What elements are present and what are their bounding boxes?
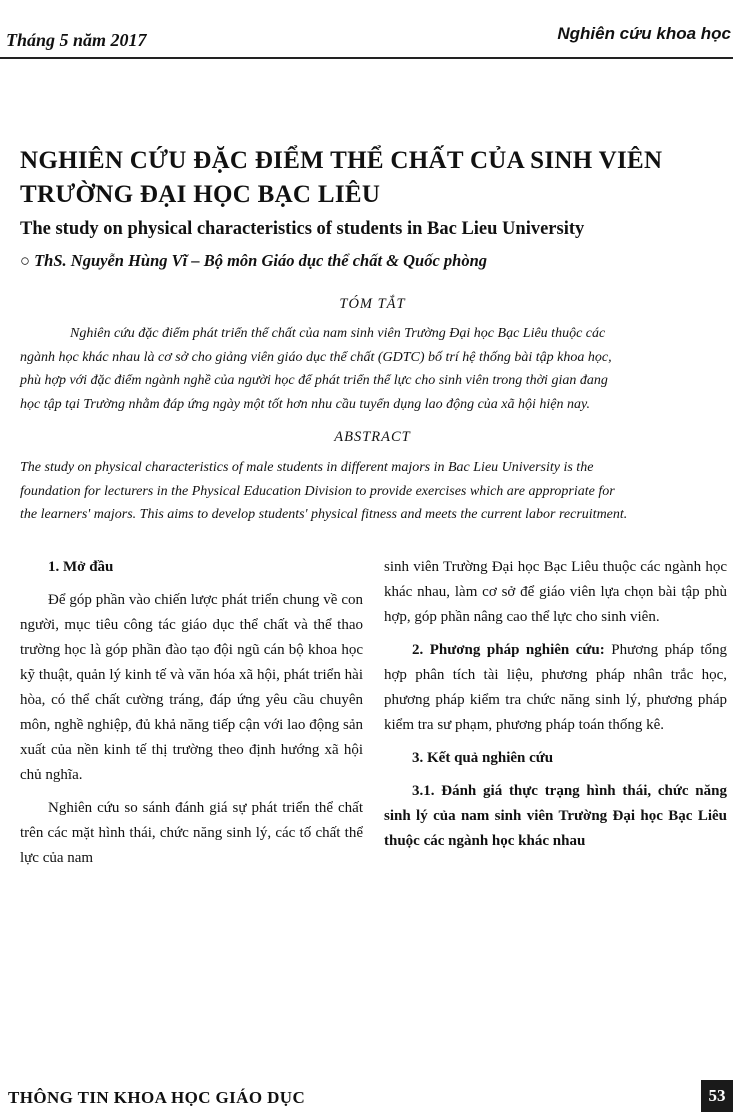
section-2-paragraph (384, 638, 727, 738)
header-divider (0, 57, 733, 59)
article-title (20, 144, 720, 212)
section-3-heading: 3. Kết quả nghiên cứu (412, 750, 554, 766)
left-column (20, 555, 363, 871)
summary-line: ngành học khác nhau là cơ sở cho giảng viên giáo dục thể chất (GDTC) bố trí hệ thống bài tập khoa học, (20, 349, 612, 365)
issue-date: Tháng 5 năm 2017 (6, 30, 147, 50)
abstract-heading: ABSTRACT (334, 429, 411, 445)
journal-name: THÔNG TIN KHOA HỌC GIÁO DỤC (8, 1088, 306, 1107)
section-2-text: Phương pháp tổng hợp phân tích tài liệu, phương pháp nhân trắc học, phương pháp kiểm tra chức năng sinh lý, phương pháp kiểm tra sư phạm, phương pháp toán thống kê. (384, 642, 728, 733)
section-2-heading: 2. Phương pháp nghiên cứu: (412, 642, 605, 658)
section-name: Nghiên cứu khoa học (557, 24, 731, 43)
title-line-1: NGHIÊN CỨU ĐẶC ĐIỂM THỂ CHẤT CỦA SINH VIÊN (20, 147, 663, 174)
summary-heading: TÓM TẮT (339, 296, 406, 312)
page-number: 53 (701, 1080, 733, 1112)
abstract-line: foundation for lecturers in the Physical Education Division to provide exercises which are appropriate for (20, 483, 615, 499)
author-line: ○ ThS. Nguyễn Hùng Vĩ – Bộ môn Giáo dục thể chất & Quốc phòng (20, 251, 488, 270)
summary-line: học tập tại Trường nhằm đáp ứng ngày một tốt hơn nhu cầu tuyển dụng lao động của xã hội hiện nay. (20, 396, 590, 412)
section-3-1-heading: 3.1. Đánh giá thực trạng hình thái, chức năng sinh lý của nam sinh viên Trường Đại học Bạc Liêu thuộc các ngành học khác nhau (384, 783, 727, 849)
right-column (384, 555, 727, 854)
abstract-line: The study on physical characteristics of male students in different majors in Bac Lieu University is the (20, 460, 594, 475)
section-1-paragraph-2: Nghiên cứu so sánh đánh giá sự phát triển thể chất trên các mặt hình thái, chức năng sinh lý, các tố chất thể lực của nam (20, 800, 363, 866)
title-line-2: TRƯỜNG ĐẠI HỌC BẠC LIÊU (20, 181, 381, 208)
section-1-continued: sinh viên Trường Đại học Bạc Liêu thuộc các ngành học khác nhau, làm cơ sở để giáo viên lựa chọn bài tập phù hợp, góp phần nâng cao thể lực cho sinh viên. (384, 559, 727, 625)
abstract-text (20, 456, 730, 527)
summary-line: Nghiên cứu đặc điểm phát triển thể chất của nam sinh viên Trường Đại học Bạc Liêu thuộc các (70, 326, 606, 341)
english-title: The study on physical characteristics of students in Bac Lieu University (20, 219, 585, 239)
section-1-paragraph: Để góp phần vào chiến lược phát triển chung về con người, mục tiêu công tác giáo dục thể chất và thể thao trường học là góp phần đào tạo đội ngũ cán bộ khoa học kỹ thuật, quản lý kinh tế và văn hóa xã hội, phát triển hài hòa, có thể chất cường tráng, đáp ứng yêu cầu chuyên môn, nghề nghiệp, đủ khả năng tiếp cận với lao động sản xuất của nền kinh tế thị trường theo định hướng xã hội chủ nghĩa. (20, 592, 363, 783)
summary-text (20, 322, 730, 416)
section-1-heading: 1. Mở đầu (48, 559, 114, 575)
abstract-line: the learners' majors. This aims to develop students' physical fitness and meets the current labor recruitment. (20, 507, 628, 522)
summary-line: phù hợp với đặc điểm ngành nghề của người học để phát triển thể lực cho sinh viên trong thời gian đang (20, 373, 608, 388)
